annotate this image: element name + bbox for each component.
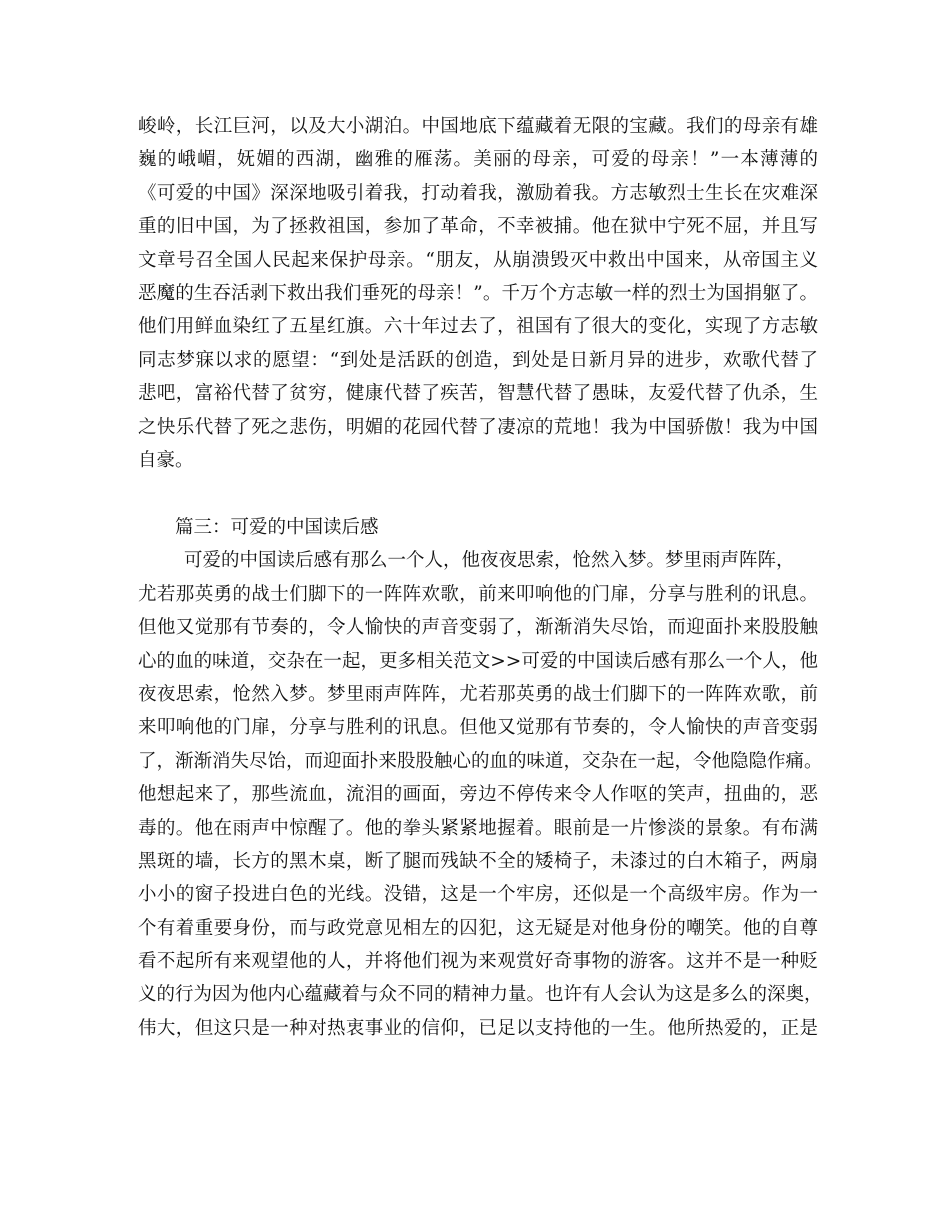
text-line: 看不起所有来观望他的人，并将他们视为来观赏好奇事物的游客。这并不是一种贬: [138, 951, 818, 973]
text-line: 可爱的中国读后感有那么一个人，他夜夜思索，怆然入梦。梦里雨声阵阵，: [184, 550, 795, 572]
text-line: 恶魔的生吞活剥下救出我们垂死的母亲！”。千万个方志敏一样的烈士为国捐躯了。: [138, 282, 818, 304]
text-line: 巍的峨嵋，妩媚的西湖，幽雅的雁荡。美丽的母亲，可爱的母亲！”一本薄薄的: [138, 149, 818, 171]
text-line: 但他又觉那有节奏的，令人愉快的声音变弱了，渐渐消失尽饴，而迎面扑来股股触: [138, 617, 818, 639]
text-line: 来叩响他的门扉，分享与胜利的讯息。但他又觉那有节奏的，令人愉快的声音变弱: [138, 717, 818, 739]
text-line: 小小的窗子投进白色的光线。没错，这是一个牢房，还似是一个高级牢房。作为一: [138, 884, 818, 906]
text-line: 之快乐代替了死之悲伤，明媚的花园代替了凄凉的荒地！我为中国骄傲！我为中国: [138, 416, 818, 438]
text-line: 伟大，但这只是一种对热衷事业的信仰，已足以支持他的一生。他所热爱的，正是: [138, 1017, 818, 1039]
text-line: 黑斑的墙，长方的黑木桌，断了腿而残缺不全的矮椅子，未漆过的白木箱子，两扇: [138, 850, 818, 872]
text-line: 毒的。他在雨声中惊醒了。他的拳头紧紧地握着。眼前是一片惨淡的景象。有布满: [138, 817, 818, 839]
section-pian-san: [138, 511, 823, 1045]
text-line: 他想起来了，那些流血，流泪的画面，旁边不停传来令人作呕的笑声，扭曲的，恶: [138, 784, 818, 806]
text-line: 同志梦寐以求的愿望：“到处是活跃的创造，到处是日新月异的进步，欢歌代替了: [138, 349, 818, 371]
text-line: 义的行为因为他内心蕴藏着与众不同的精神力量。也许有人会认为这是多么的深奥，: [138, 984, 823, 1006]
text-line: 重的旧中国，为了拯救祖国，参加了革命，不幸被捕。他在狱中宁死不屈，并且写: [138, 216, 818, 238]
text-line: 峻岭，长江巨河，以及大小湖泊。中国地底下蕴藏着无限的宝藏。我们的母亲有雄: [138, 116, 818, 137]
paragraph-continuation: [138, 110, 818, 477]
text-line: 文章号召全国人民起来保护母亲。“朋友，从崩溃毁灭中救出中国来，从帝国主义: [138, 249, 818, 271]
text-line: 了，渐渐消失尽饴，而迎面扑来股股触心的血的味道，交杂在一起，令他隐隐作痛。: [138, 750, 823, 772]
text-line: 个有着重要身份，而与政党意见相左的囚犯，这无疑是对他身份的嘲笑。他的自尊: [138, 917, 818, 939]
text-line: 夜夜思索，怆然入梦。梦里雨声阵阵，尤若那英勇的战士们脚下的一阵阵欢歌，前: [138, 683, 818, 705]
text-line: 尤若那英勇的战士们脚下的一阵阵欢歌，前来叩响他的门扉，分享与胜利的讯息。: [138, 583, 818, 605]
text-line: 《可爱的中国》深深地吸引着我，打动着我，激励着我。方志敏烈士生长在灾难深: [138, 182, 818, 204]
text-line: 悲吧，富裕代替了贫穷，健康代替了疾苦，智慧代替了愚昧，友爱代替了仇杀，生: [138, 383, 818, 405]
text-line: 他们用鲜血染红了五星红旗。六十年过去了，祖国有了很大的变化，实现了方志敏: [138, 316, 818, 338]
text-line: 自豪。: [138, 449, 194, 471]
section-heading: 篇三：可爱的中国读后感: [175, 517, 379, 538]
text-line: 心的血的味道，交杂在一起，更多相关范文>>可爱的中国读后感有那么一个人，他: [138, 650, 818, 672]
